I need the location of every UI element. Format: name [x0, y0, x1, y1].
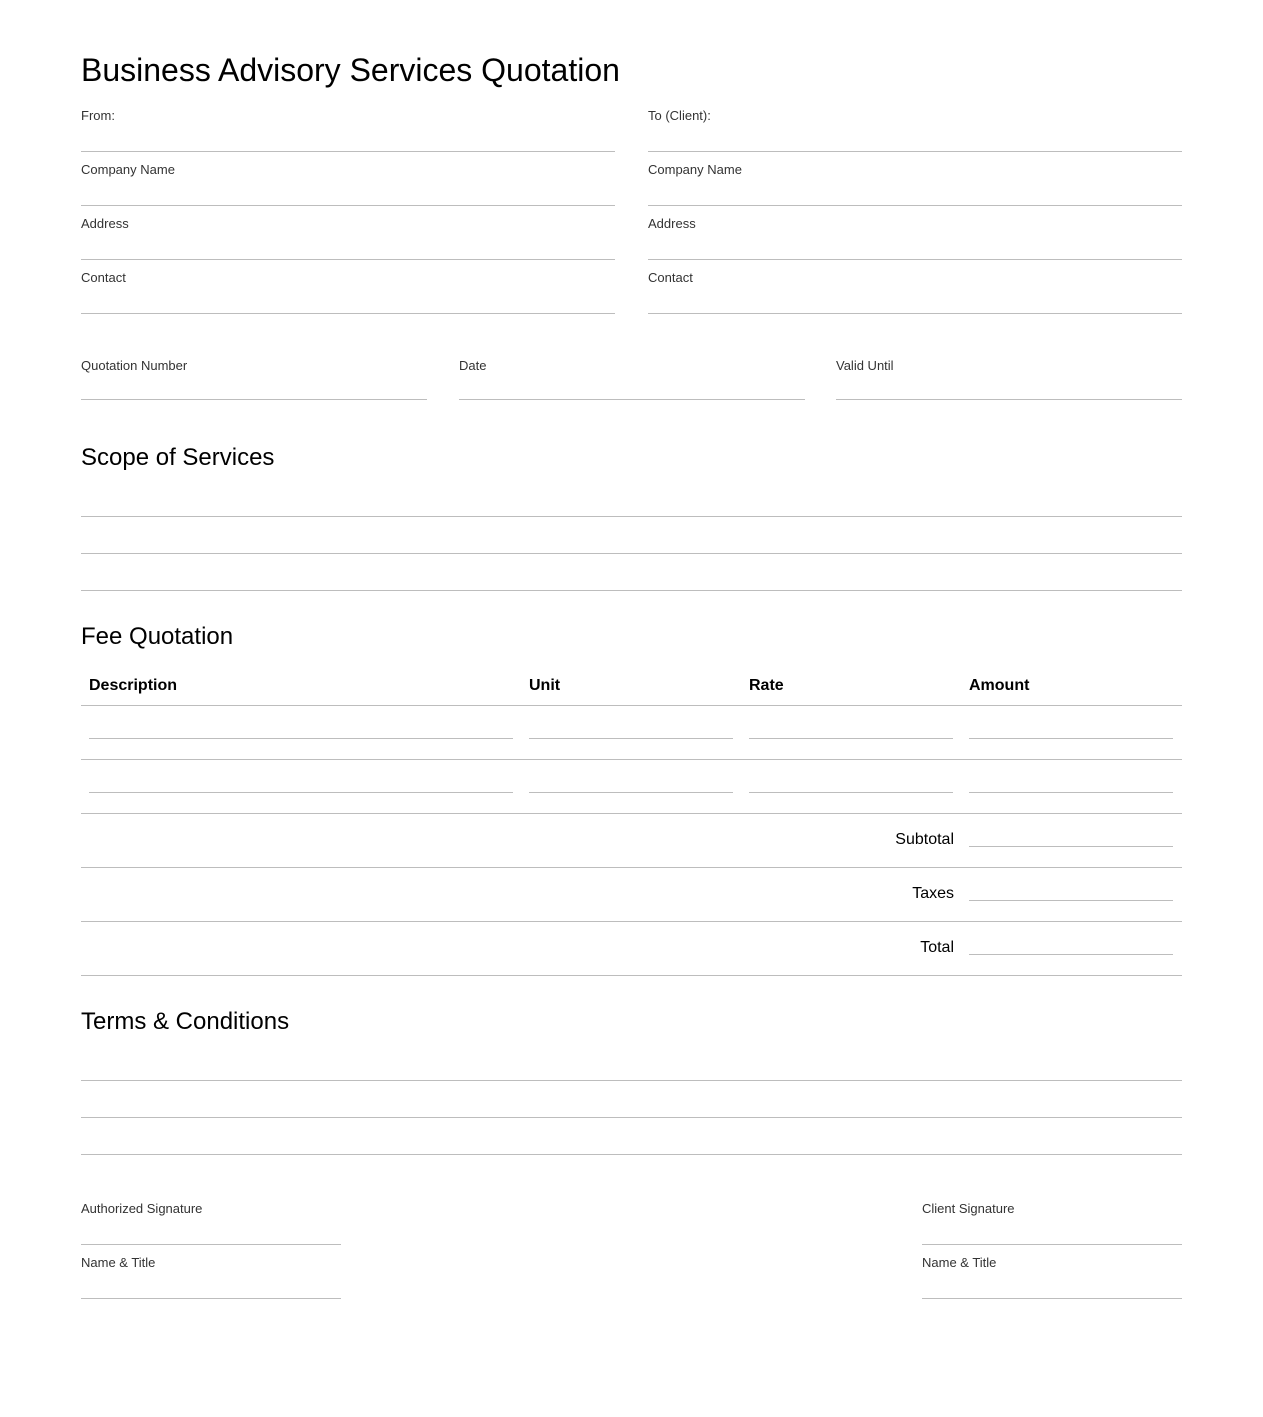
from-company-field[interactable]	[81, 152, 615, 206]
page-title: Business Advisory Services Quotation	[81, 52, 620, 88]
taxes-label: Taxes	[912, 885, 954, 902]
terms-line[interactable]	[81, 1117, 1182, 1118]
unit-input[interactable]	[529, 738, 733, 739]
terms-line[interactable]	[81, 1080, 1182, 1081]
terms-line[interactable]	[81, 1154, 1182, 1155]
table-divider	[81, 867, 1182, 868]
from-company-label: Company Name	[81, 162, 175, 177]
to-address-label: Address	[648, 216, 696, 231]
from-address-label: Address	[81, 216, 129, 231]
total-input[interactable]	[969, 954, 1173, 955]
from-contact-field[interactable]	[81, 260, 615, 314]
col-unit: Unit	[529, 677, 561, 694]
table-divider	[81, 705, 1182, 706]
client-signature-field[interactable]	[922, 1191, 1182, 1245]
terms-heading: Terms & Conditions	[81, 1008, 290, 1035]
taxes-input[interactable]	[969, 900, 1173, 901]
table-divider	[81, 921, 1182, 922]
from-contact-label: Contact	[81, 270, 126, 285]
to-contact-label: Contact	[648, 270, 693, 285]
subtotal-label: Subtotal	[895, 831, 954, 848]
table-divider	[81, 759, 1182, 760]
col-amount: Amount	[969, 677, 1030, 694]
description-input[interactable]	[89, 792, 513, 793]
valid-until-label: Valid Until	[836, 358, 894, 373]
amount-input[interactable]	[969, 738, 1173, 739]
from-field[interactable]	[81, 98, 615, 152]
valid-until-field[interactable]	[836, 340, 1182, 400]
to-section	[648, 98, 1182, 314]
client-name-field[interactable]	[922, 1245, 1182, 1299]
unit-input[interactable]	[529, 792, 733, 793]
col-description: Description	[89, 677, 178, 694]
to-company-field[interactable]	[648, 152, 1182, 206]
from-section	[81, 98, 615, 314]
to-label: To (Client):	[648, 108, 711, 123]
to-field[interactable]	[648, 98, 1182, 152]
authorized-name-label: Name & Title	[81, 1255, 156, 1270]
scope-line[interactable]	[81, 516, 1182, 517]
subtotal-input[interactable]	[969, 846, 1173, 847]
rate-input[interactable]	[749, 738, 953, 739]
authorized-signature-field[interactable]	[81, 1191, 341, 1245]
to-company-label: Company Name	[648, 162, 742, 177]
quotation-number-field[interactable]	[81, 340, 427, 400]
table-divider	[81, 813, 1182, 814]
client-signature-label: Client Signature	[922, 1201, 1015, 1216]
scope-line[interactable]	[81, 553, 1182, 554]
total-label: Total	[920, 939, 954, 956]
date-field[interactable]	[459, 340, 805, 400]
table-divider	[81, 975, 1182, 976]
authorized-name-field[interactable]	[81, 1245, 341, 1299]
from-address-field[interactable]	[81, 206, 615, 260]
fees-heading: Fee Quotation	[81, 623, 234, 650]
authorized-signature-label: Authorized Signature	[81, 1201, 203, 1216]
date-label: Date	[459, 358, 487, 373]
to-contact-field[interactable]	[648, 260, 1182, 314]
from-label: From:	[81, 108, 115, 123]
amount-input[interactable]	[969, 792, 1173, 793]
scope-heading: Scope of Services	[81, 444, 275, 471]
scope-line[interactable]	[81, 590, 1182, 591]
client-name-label: Name & Title	[922, 1255, 997, 1270]
rate-input[interactable]	[749, 792, 953, 793]
description-input[interactable]	[89, 738, 513, 739]
col-rate: Rate	[749, 677, 784, 694]
quotation-number-label: Quotation Number	[81, 358, 188, 373]
to-address-field[interactable]	[648, 206, 1182, 260]
